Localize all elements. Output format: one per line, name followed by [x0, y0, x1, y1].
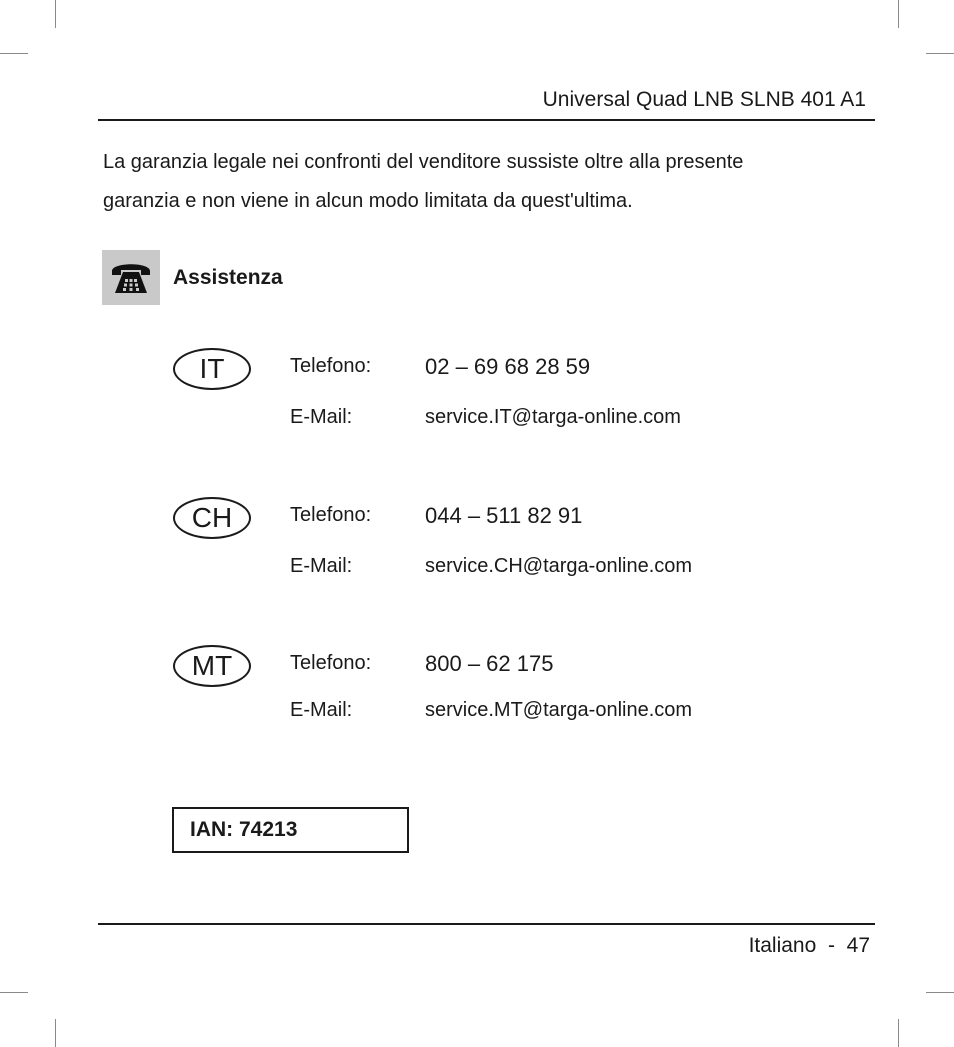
email-address: service.IT@targa-online.com [425, 406, 681, 428]
crop-mark [55, 0, 56, 28]
crop-mark [55, 1019, 56, 1047]
crop-mark [0, 992, 28, 993]
telephone-icon [102, 250, 160, 305]
crop-mark [926, 53, 954, 54]
crop-mark [926, 992, 954, 993]
crop-mark [898, 1019, 899, 1047]
email-address: service.MT@targa-online.com [425, 699, 693, 721]
intro-line: garanzia e non viene in alcun modo limitata da quest'ultima. [103, 190, 633, 212]
intro-line: La garanzia legale nei confronti del venditore sussiste oltre alla presente [103, 151, 744, 173]
country-badge: MT [173, 645, 251, 687]
page-header-title: Universal Quad LNB SLNB 401 A1 [542, 88, 866, 111]
header-rule [98, 119, 875, 121]
phone-number: 044 – 511 82 91 [425, 503, 583, 528]
email-label: E-Mail: [290, 555, 353, 577]
email-label: E-Mail: [290, 699, 353, 721]
phone-number: 02 – 69 68 28 59 [425, 354, 591, 379]
footer-language: Italiano [748, 934, 817, 957]
contact-block-mt [173, 645, 773, 755]
crop-mark [898, 0, 899, 28]
section-title: Assistenza [173, 266, 283, 289]
email-label: E-Mail: [290, 406, 353, 428]
country-badge: CH [173, 497, 251, 539]
phone-label: Telefono: [290, 504, 372, 526]
page-footer [749, 934, 870, 958]
phone-label: Telefono: [290, 355, 372, 377]
contact-block-it [173, 348, 773, 458]
contact-block-ch [173, 497, 773, 607]
ian-box: IAN: 74213 [172, 807, 409, 853]
footer-separator: - [827, 934, 835, 957]
intro-paragraph [103, 143, 863, 221]
page-number: 47 [846, 934, 870, 957]
phone-number: 800 – 62 175 [425, 651, 554, 676]
phone-label: Telefono: [290, 652, 372, 674]
country-badge: IT [173, 348, 251, 390]
crop-mark [0, 53, 28, 54]
email-address: service.CH@targa-online.com [425, 555, 693, 577]
telephone-icon-graphic [109, 259, 153, 297]
footer-rule [98, 923, 875, 925]
